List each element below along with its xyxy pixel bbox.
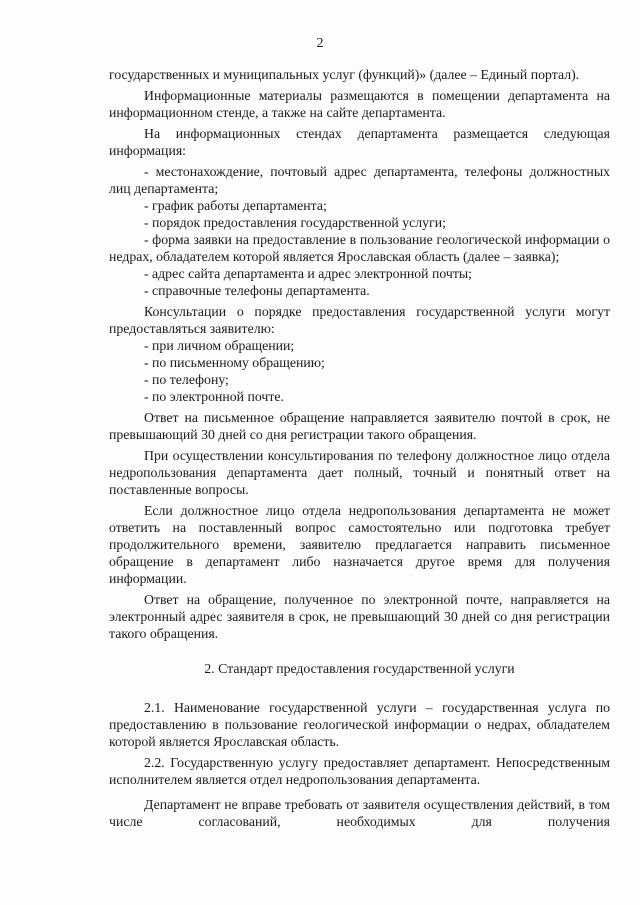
section-heading: 2. Стандарт предоставления государственной услуги [204, 661, 515, 676]
page-number: 2 [316, 36, 324, 51]
document-body [109, 66, 610, 830]
paragraph-cannot-answer: Если должностное лицо отдела недропользования департамента не может ответить на поставленный вопрос самостоятельно или подготовка требует продолжительного времени, заявителю предлагается направить письменное обращение в департамент либо назначается другое время для получения информации. [109, 503, 610, 586]
list-item-phones: - справочные телефоны департамента. [144, 283, 370, 298]
paragraph-stands-intro: На информационных стендах департамента размещается следующая информация: [109, 126, 610, 158]
paragraph-phone-consult: При осуществлении консультирования по телефону должностное лицо отдела недропользования департамента дает полный, точный и понятный ответ на поставленные вопросы. [109, 448, 610, 497]
paragraph-2-2: 2.2. Государственную услугу предоставляет департамент. Непосредственным исполнителем является отдел недропользования департамента. [109, 755, 610, 787]
list-item-email: - по электронной почте. [144, 389, 284, 404]
paragraph-email-reply: Ответ на обращение, полученное по электронной почте, направляется на электронный адрес заявителя в срок, не превышающий 30 дней со дня регистрации такого обращения. [109, 592, 610, 641]
list-item-application-form: - форма заявки на предоставление в пользование геологической информации о недрах, обладателем которой является Ярославская область (далее – заявка); [109, 232, 610, 264]
list-item-written: - по письменному обращению; [144, 355, 325, 370]
list-item-procedure: - порядок предоставления государственной услуги; [144, 215, 446, 230]
list-item-location: - местонахождение, почтовый адрес департамента, телефоны должностных лиц департамента; [109, 164, 610, 196]
list-item-phone: - по телефону; [144, 372, 229, 387]
list-item-schedule: - график работы департамента; [144, 198, 327, 213]
paragraph-department-restriction: Департамент не вправе требовать от заявителя осуществления действий, в том числе согласований, необходимых для получения [109, 797, 610, 829]
paragraph-written-reply: Ответ на письменное обращение направляется заявителю почтой в срок, не превышающий 30 дней со дня регистрации такого обращения. [109, 410, 610, 442]
list-item-site-address: - адрес сайта департамента и адрес электронной почты; [144, 266, 472, 281]
paragraph-consultations: Консультации о порядке предоставления государственной услуги могут предоставляться заявителю: [109, 304, 610, 336]
list-item-in-person: - при личном обращении; [144, 338, 295, 353]
paragraph-unified-portal: государственных и муниципальных услуг (функций)» (далее – Единый портал). [109, 67, 580, 82]
paragraph-2-1: 2.1. Наименование государственной услуги – государственная услуга по предоставлению в пользование геологической информации о недрах, обладателем которой является Ярославская область. [109, 700, 610, 749]
paragraph-info-materials: Информационные материалы размещаются в помещении департамента на информационном стенде, а также на сайте департамента. [109, 88, 610, 120]
